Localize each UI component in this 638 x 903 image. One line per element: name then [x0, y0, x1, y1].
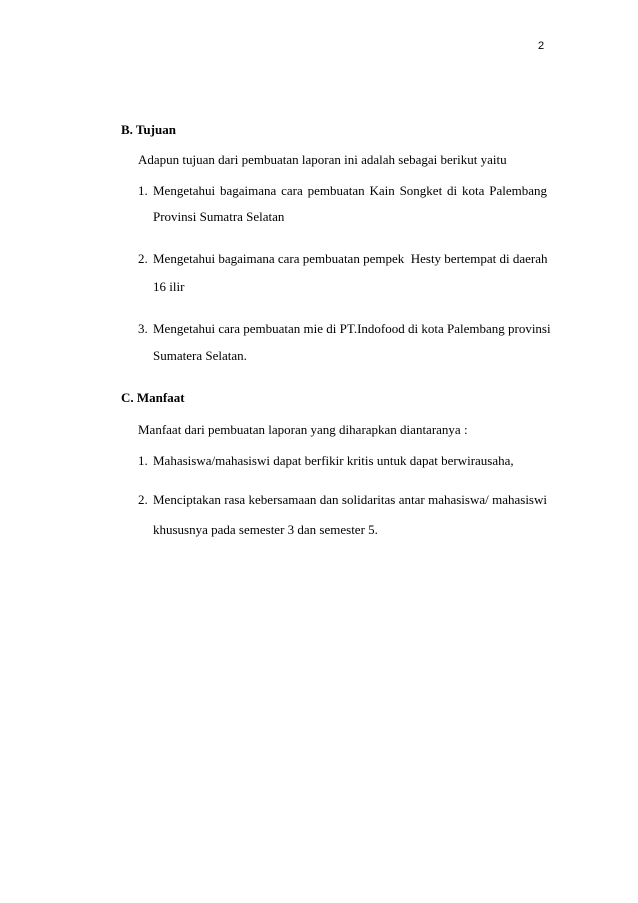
list-number: 1.	[138, 183, 148, 198]
list-item-text: Mengetahui bagaimana cara pembuatan pempek Hesty bertempat di daerah	[153, 251, 548, 266]
list-item-text-continued: 16 ilir	[153, 279, 185, 294]
list-item-text-continued: Sumatera Selatan.	[153, 348, 247, 363]
list-item-text-continued: khususnya pada semester 3 dan semester 5.	[153, 522, 378, 537]
list-item-text: Mengetahui bagaimana cara pembuatan Kain Songket di kota Palembang	[153, 183, 547, 198]
list-number: 1.	[138, 453, 148, 468]
section-heading-manfaat: C. Manfaat	[121, 390, 185, 405]
list-item-text-continued: Provinsi Sumatra Selatan	[153, 209, 285, 224]
section-heading-tujuan: B. Tujuan	[121, 122, 176, 137]
list-number: 2.	[138, 492, 148, 507]
tujuan-intro: Adapun tujuan dari pembuatan laporan ini adalah sebagai berikut yaitu	[138, 152, 507, 167]
manfaat-intro: Manfaat dari pembuatan laporan yang diharapkan diantaranya :	[138, 422, 468, 437]
page-number: 2	[538, 40, 545, 52]
list-item-text: Mahasiswa/mahasiswi dapat berfikir kritis untuk dapat berwirausaha,	[153, 453, 514, 468]
list-item-text: Menciptakan rasa kebersamaan dan solidaritas antar mahasiswa/ mahasiswi	[153, 492, 547, 507]
list-number: 3.	[138, 321, 148, 336]
list-item-text: Mengetahui cara pembuatan mie di PT.Indofood di kota Palembang provinsi	[153, 321, 551, 336]
list-number: 2.	[138, 251, 148, 266]
